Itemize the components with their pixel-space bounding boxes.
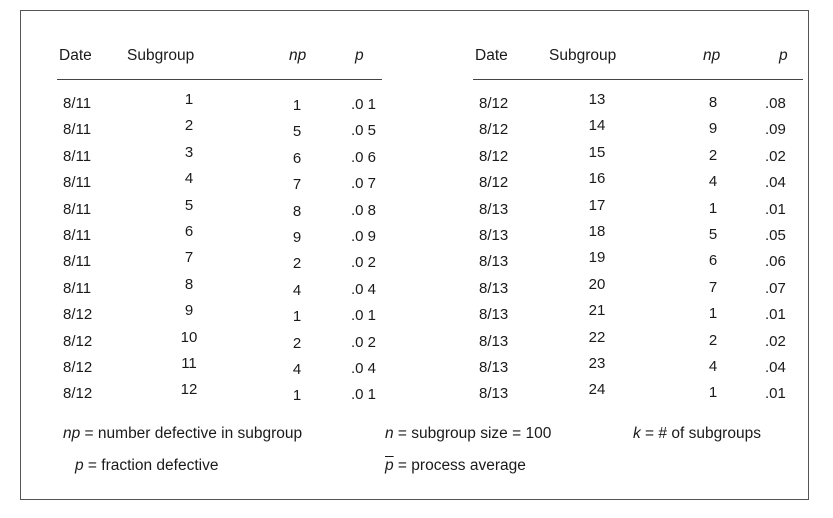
cell-np: 2 <box>292 255 302 273</box>
cell-subgroup: 19 <box>588 249 606 267</box>
left-table-header <box>57 47 382 80</box>
table-row <box>57 223 382 249</box>
cell-date: 8/13 <box>479 253 509 271</box>
cell-subgroup: 8 <box>184 275 194 293</box>
cell-p: .0 4 <box>351 359 377 377</box>
cell-subgroup: 12 <box>180 381 198 399</box>
cell-np: 1 <box>292 387 302 405</box>
table-row <box>473 355 803 381</box>
header-date: Date <box>475 47 508 64</box>
table-row <box>473 117 803 143</box>
cell-np: 6 <box>708 252 718 270</box>
right-table-body <box>473 91 803 408</box>
cell-subgroup: 14 <box>588 117 606 135</box>
cell-subgroup: 2 <box>184 117 194 135</box>
cell-np: 4 <box>708 357 718 375</box>
cell-subgroup: 21 <box>588 302 606 320</box>
cell-np: 9 <box>708 120 718 138</box>
cell-date: 8/13 <box>479 306 509 324</box>
cell-p: .05 <box>765 226 786 244</box>
cell-date: 8/12 <box>479 95 509 112</box>
table-row <box>473 223 803 249</box>
legend-pbar <box>385 457 526 475</box>
table-row <box>473 381 803 407</box>
header-date: Date <box>59 47 92 64</box>
cell-subgroup: 16 <box>588 170 606 188</box>
cell-subgroup: 3 <box>184 143 194 161</box>
cell-subgroup: 15 <box>588 143 606 161</box>
cell-p: .01 <box>765 200 786 218</box>
table-row <box>57 381 382 407</box>
cell-subgroup: 1 <box>184 91 194 108</box>
cell-date: 8/13 <box>479 200 509 218</box>
cell-subgroup: 7 <box>184 249 194 267</box>
table-row <box>57 117 382 143</box>
table-row <box>57 329 382 355</box>
cell-np: 1 <box>292 97 302 114</box>
table-row <box>57 197 382 223</box>
cell-date: 8/11 <box>63 95 92 112</box>
legend-pbar-def: = process average <box>393 457 526 474</box>
cell-date: 8/13 <box>479 332 509 350</box>
header-np: np <box>703 47 721 64</box>
cell-date: 8/12 <box>63 358 93 376</box>
cell-np: 6 <box>292 149 302 167</box>
legend-k-def: = # of subgroups <box>640 425 761 442</box>
legend-np-symbol: np <box>63 425 81 442</box>
cell-date: 8/11 <box>63 226 92 244</box>
cell-p: .0 1 <box>351 307 377 325</box>
cell-date: 8/11 <box>63 147 92 165</box>
cell-date: 8/13 <box>479 385 509 403</box>
legend-pbar-symbol: $\overline{p}$ <box>385 457 394 474</box>
table-row <box>57 302 382 328</box>
table-row <box>473 144 803 170</box>
cell-date: 8/11 <box>63 121 92 139</box>
legend-p-def: = fraction defective <box>83 457 219 474</box>
cell-date: 8/12 <box>63 306 93 324</box>
cell-np: 5 <box>292 123 302 141</box>
cell-np: 2 <box>708 146 718 164</box>
cell-subgroup: 18 <box>588 222 606 240</box>
cell-date: 8/12 <box>63 332 93 350</box>
cell-np: 8 <box>708 94 718 111</box>
legend-n-def: = subgroup size = 100 <box>393 425 552 442</box>
cell-np: 9 <box>292 228 302 246</box>
cell-date: 8/11 <box>63 200 92 218</box>
cell-p: .0 7 <box>351 175 377 193</box>
table-row <box>473 197 803 223</box>
left-table <box>57 47 382 408</box>
header-subgroup: Subgroup <box>549 47 617 64</box>
cell-p: .0 4 <box>351 280 377 298</box>
cell-np: 1 <box>708 384 718 402</box>
cell-p: .0 9 <box>351 227 377 245</box>
table-row <box>57 276 382 302</box>
cell-p: .04 <box>765 174 786 192</box>
cell-np: 4 <box>708 173 718 191</box>
cell-subgroup: 17 <box>588 196 606 214</box>
cell-subgroup: 24 <box>588 381 606 399</box>
cell-np: 4 <box>292 281 302 299</box>
cell-date: 8/11 <box>63 174 92 192</box>
cell-date: 8/12 <box>479 147 509 165</box>
table-row <box>57 144 382 170</box>
legend-n <box>385 425 551 443</box>
cell-np: 7 <box>708 278 718 296</box>
table-row <box>57 170 382 196</box>
right-table <box>473 47 803 408</box>
table-frame <box>20 10 809 500</box>
table-row <box>473 91 803 117</box>
cell-date: 8/12 <box>63 385 93 403</box>
cell-p: .0 2 <box>351 333 377 351</box>
cell-p: .0 1 <box>351 96 377 113</box>
cell-date: 8/13 <box>479 358 509 376</box>
cell-subgroup: 22 <box>588 328 606 346</box>
cell-subgroup: 11 <box>181 354 197 372</box>
cell-subgroup: 23 <box>588 354 606 372</box>
cell-subgroup: 4 <box>184 170 194 188</box>
cell-p: .0 6 <box>351 148 377 166</box>
cell-date: 8/12 <box>479 121 509 139</box>
cell-np: 1 <box>708 305 718 323</box>
cell-p: .01 <box>765 385 786 403</box>
cell-p: .06 <box>765 253 786 271</box>
cell-p: .01 <box>765 306 786 324</box>
table-row <box>473 170 803 196</box>
header-p: p <box>355 47 364 64</box>
table-row <box>473 302 803 328</box>
table-row <box>57 249 382 275</box>
cell-p: .07 <box>765 279 786 297</box>
header-subgroup: Subgroup <box>127 47 195 64</box>
left-table-body <box>57 91 382 408</box>
cell-subgroup: 10 <box>180 328 198 346</box>
cell-np: 2 <box>292 334 302 352</box>
table-row <box>473 329 803 355</box>
cell-np: 8 <box>292 202 302 220</box>
cell-date: 8/11 <box>63 279 92 297</box>
header-p: p <box>779 47 788 64</box>
cell-p: .08 <box>765 95 786 112</box>
cell-p: .0 1 <box>351 386 377 404</box>
legend-np <box>63 425 302 443</box>
cell-date: 8/13 <box>479 279 509 297</box>
legend-k <box>633 425 761 443</box>
cell-np: 1 <box>708 199 718 217</box>
cell-p: .0 8 <box>351 201 377 219</box>
cell-subgroup: 9 <box>184 302 194 320</box>
cell-subgroup: 20 <box>588 275 606 293</box>
table-row <box>473 276 803 302</box>
cell-np: 2 <box>708 331 718 349</box>
right-table-header <box>473 47 803 80</box>
cell-date: 8/13 <box>479 226 509 244</box>
legend-n-symbol: n <box>385 425 394 442</box>
cell-subgroup: 13 <box>588 91 606 108</box>
cell-date: 8/11 <box>63 253 92 271</box>
cell-subgroup: 5 <box>184 196 194 214</box>
table-row <box>473 249 803 275</box>
cell-np: 5 <box>708 225 718 243</box>
legend-k-symbol: k <box>633 425 641 442</box>
cell-p: .0 2 <box>351 254 377 272</box>
header-np: np <box>289 47 307 64</box>
cell-np: 4 <box>292 360 302 378</box>
cell-np: 1 <box>292 308 302 326</box>
legend-p <box>75 457 218 475</box>
legend-p-symbol: p <box>75 457 84 474</box>
legend-np-def: = number defective in subgroup <box>80 425 303 442</box>
table-row <box>57 355 382 381</box>
cell-p: .02 <box>765 332 786 350</box>
cell-p: .0 5 <box>351 122 377 140</box>
cell-p: .09 <box>765 121 786 139</box>
cell-p: .02 <box>765 147 786 165</box>
cell-subgroup: 6 <box>184 222 194 240</box>
table-row <box>57 91 382 117</box>
cell-p: .04 <box>765 358 786 376</box>
cell-np: 7 <box>292 176 302 194</box>
cell-date: 8/12 <box>479 174 509 192</box>
